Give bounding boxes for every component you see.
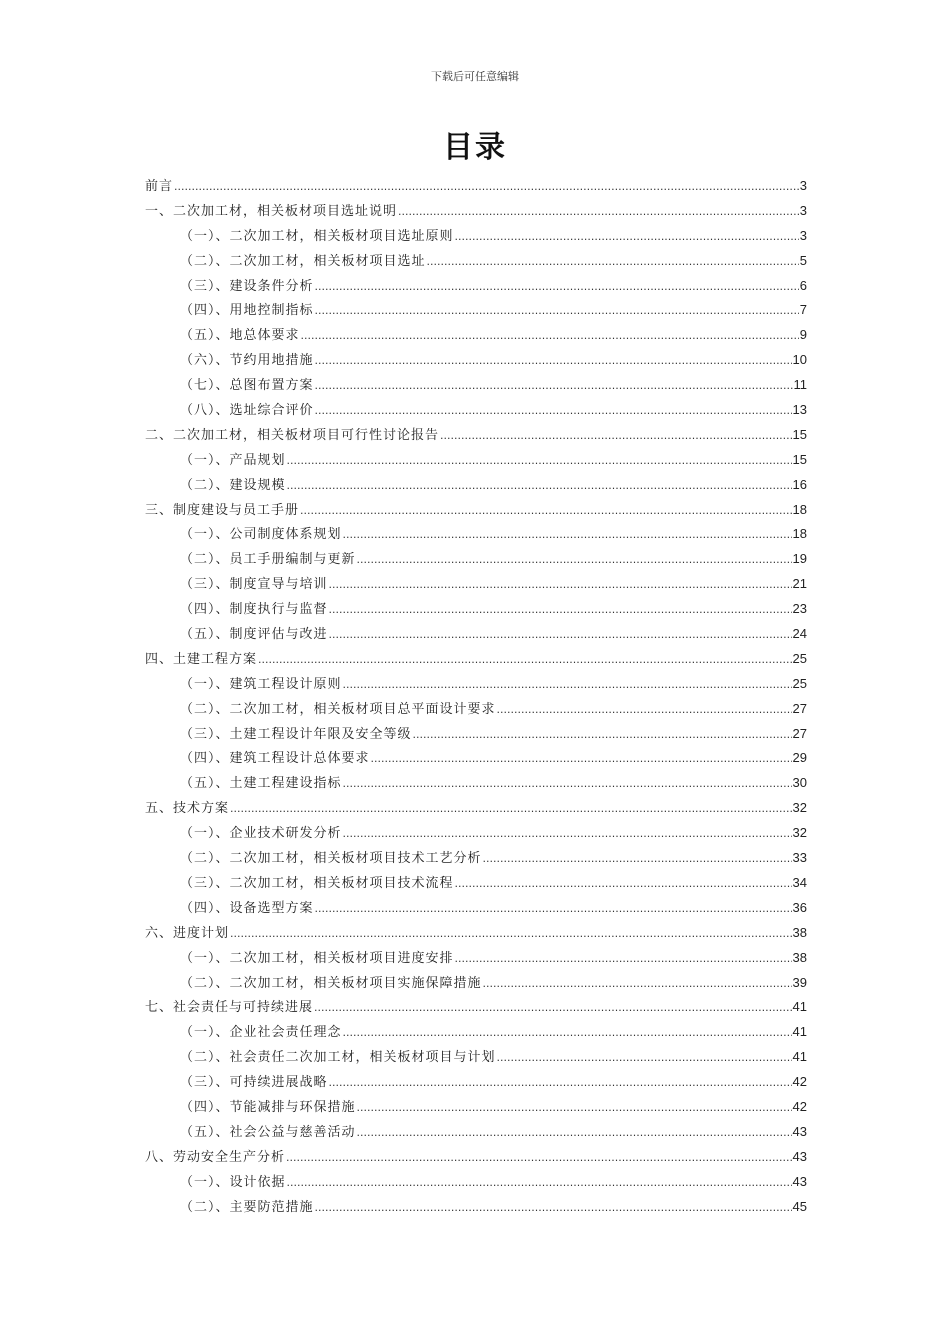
- toc-entry-title: （一）、建筑工程设计原则: [180, 676, 342, 692]
- toc-section-entry[interactable]: [145, 672, 807, 697]
- toc-section-entry[interactable]: [145, 473, 807, 498]
- toc-page-number: 25: [792, 650, 807, 666]
- toc-section-entry[interactable]: [145, 1070, 807, 1095]
- toc-page-number: 6: [799, 277, 807, 293]
- toc-entry-title: （五）、制度评估与改进: [180, 627, 328, 643]
- toc-entry-title: 二、二次加工材，相关板材项目可行性讨论报告: [145, 427, 440, 443]
- toc-page-number: 42: [792, 1074, 807, 1090]
- toc-section-entry[interactable]: [145, 622, 807, 647]
- toc-dot-leader: [329, 1071, 792, 1096]
- toc-chapter-entry[interactable]: [145, 423, 807, 448]
- toc-section-entry[interactable]: [145, 274, 807, 299]
- toc-section-entry[interactable]: [145, 1170, 807, 1195]
- toc-page-number: 3: [799, 227, 807, 243]
- table-of-contents: [145, 174, 807, 1219]
- toc-page-number: 41: [792, 999, 807, 1015]
- toc-dot-leader: [371, 747, 792, 772]
- toc-section-entry[interactable]: [145, 373, 807, 398]
- toc-section-entry[interactable]: [145, 1045, 807, 1070]
- toc-chapter-entry[interactable]: [145, 995, 807, 1020]
- toc-chapter-entry[interactable]: [145, 921, 807, 946]
- toc-page-number: 41: [792, 1049, 807, 1065]
- toc-dot-leader: [315, 897, 792, 922]
- toc-dot-leader: [287, 474, 792, 499]
- toc-section-entry[interactable]: [145, 323, 807, 348]
- toc-page-number: 27: [792, 700, 807, 716]
- toc-page-number: 11: [793, 377, 807, 393]
- toc-dot-leader: [357, 1121, 792, 1146]
- toc-page-number: 15: [792, 426, 807, 442]
- toc-dot-leader: [287, 1171, 792, 1196]
- toc-entry-title: （二）、二次加工材，相关板材项目技术工艺分析: [180, 851, 482, 867]
- toc-page-number: 34: [792, 874, 807, 890]
- toc-dot-leader: [343, 822, 792, 847]
- toc-dot-leader: [287, 449, 792, 474]
- toc-dot-leader: [329, 623, 792, 648]
- toc-chapter-entry[interactable]: [145, 647, 807, 672]
- toc-page-number: 29: [792, 750, 807, 766]
- toc-entry-title: 前言: [145, 179, 174, 194]
- toc-entry-title: （二）、二次加工材，相关板材项目总平面设计要求: [180, 701, 496, 717]
- toc-entry-title: （三）、可持续进展战略: [180, 1075, 328, 1091]
- toc-page-number: 24: [792, 626, 807, 642]
- toc-entry-title: （四）、用地控制指标: [180, 303, 314, 319]
- toc-section-entry[interactable]: [145, 1195, 807, 1220]
- toc-dot-leader: [315, 1196, 792, 1221]
- toc-section-entry[interactable]: [145, 722, 807, 747]
- toc-page-number: 36: [792, 899, 807, 915]
- toc-entry-title: 四、土建工程方案: [145, 651, 258, 667]
- toc-entry-title: （八）、选址综合评价: [180, 403, 314, 419]
- toc-page-number: 16: [792, 476, 807, 492]
- toc-page-number: 18: [792, 501, 807, 517]
- toc-dot-leader: [455, 225, 799, 250]
- toc-entry-title: （二）、员工手册编制与更新: [180, 552, 356, 568]
- toc-dot-leader: [315, 349, 792, 374]
- toc-dot-leader: [398, 200, 799, 225]
- toc-page-number: 21: [792, 576, 807, 592]
- toc-entry-title: （五）、社会公益与慈善活动: [180, 1124, 356, 1140]
- toc-dot-leader: [230, 797, 792, 822]
- toc-dot-leader: [315, 399, 792, 424]
- toc-section-entry[interactable]: [145, 249, 807, 274]
- toc-section-entry[interactable]: [145, 946, 807, 971]
- toc-entry-title: （一）、二次加工材，相关板材项目进度安排: [180, 950, 454, 966]
- toc-section-entry[interactable]: [145, 572, 807, 597]
- toc-section-entry[interactable]: [145, 871, 807, 896]
- toc-section-entry[interactable]: [145, 821, 807, 846]
- toc-section-entry[interactable]: [145, 846, 807, 871]
- toc-chapter-entry[interactable]: [145, 199, 807, 224]
- toc-dot-leader: [258, 648, 792, 673]
- toc-dot-leader: [483, 847, 792, 872]
- toc-section-entry[interactable]: [145, 224, 807, 249]
- toc-page-number: 10: [792, 352, 807, 368]
- toc-section-entry[interactable]: [145, 448, 807, 473]
- toc-entry-title: （一）、设计依据: [180, 1174, 286, 1190]
- toc-entry-title: （四）、制度执行与监督: [180, 602, 328, 618]
- toc-entry-title: （六）、节约用地措施: [180, 353, 314, 369]
- toc-dot-leader: [440, 424, 792, 449]
- toc-entry-title: （二）、主要防范措施: [180, 1199, 314, 1215]
- toc-dot-leader: [483, 972, 792, 997]
- toc-entry-title: 六、进度计划: [145, 925, 230, 941]
- toc-dot-leader: [497, 1046, 792, 1071]
- toc-dot-leader: [357, 1096, 792, 1121]
- toc-dot-leader: [343, 772, 792, 797]
- toc-dot-leader: [329, 598, 792, 623]
- toc-page-number: 7: [799, 302, 807, 318]
- toc-entry-title: 三、制度建设与员工手册: [145, 502, 300, 518]
- toc-dot-leader: [174, 175, 799, 200]
- toc-chapter-entry[interactable]: [145, 1145, 807, 1170]
- toc-section-entry[interactable]: [145, 771, 807, 796]
- toc-section-entry[interactable]: [145, 1020, 807, 1045]
- toc-title: 目录: [443, 130, 507, 165]
- toc-entry-title: 一、二次加工材，相关板材项目选址说明: [145, 203, 398, 219]
- toc-page-number: 43: [792, 1148, 807, 1164]
- toc-dot-leader: [427, 250, 799, 275]
- toc-chapter-entry[interactable]: [145, 498, 807, 523]
- header-note: 下载后可任意编辑: [431, 70, 519, 83]
- toc-entry-title: （四）、节能减排与环保措施: [180, 1099, 356, 1115]
- toc-section-entry[interactable]: [145, 398, 807, 423]
- toc-page-number: 39: [792, 974, 807, 990]
- toc-page-number: 30: [792, 775, 807, 791]
- toc-page-number: 45: [792, 1198, 807, 1214]
- toc-page-number: 13: [792, 402, 807, 418]
- toc-entry-title: （一）、企业技术研发分析: [180, 826, 342, 842]
- toc-entry-title: （三）、制度宣导与培训: [180, 577, 328, 593]
- toc-section-entry[interactable]: [145, 896, 807, 921]
- toc-page-number: 32: [792, 825, 807, 841]
- toc-entry-title: （一）、产品规划: [180, 452, 286, 468]
- toc-chapter-entry[interactable]: [145, 174, 807, 199]
- toc-page-number: 23: [792, 601, 807, 617]
- toc-page-number: 42: [792, 1098, 807, 1114]
- toc-page-number: 15: [792, 451, 807, 467]
- toc-page-number: 25: [792, 675, 807, 691]
- toc-dot-leader: [300, 499, 792, 524]
- toc-dot-leader: [315, 275, 799, 300]
- toc-dot-leader: [455, 872, 792, 897]
- toc-entry-title: 五、技术方案: [145, 801, 230, 817]
- toc-page-number: 41: [792, 1024, 807, 1040]
- toc-page-number: 43: [792, 1123, 807, 1139]
- toc-section-entry[interactable]: [145, 971, 807, 996]
- toc-entry-title: （一）、二次加工材，相关板材项目选址原则: [180, 228, 454, 244]
- toc-section-entry[interactable]: [145, 1120, 807, 1145]
- toc-page-number: 38: [792, 924, 807, 940]
- toc-dot-leader: [497, 698, 792, 723]
- toc-entry-title: （五）、土建工程建设指标: [180, 776, 342, 792]
- toc-page-number: 18: [792, 526, 807, 542]
- toc-page-number: 19: [792, 551, 807, 567]
- toc-section-entry[interactable]: [145, 697, 807, 722]
- toc-entry-title: （二）、建设规模: [180, 477, 286, 493]
- toc-dot-leader: [343, 1021, 792, 1046]
- toc-page-number: 38: [792, 949, 807, 965]
- toc-section-entry[interactable]: [145, 348, 807, 373]
- toc-page-number: 9: [799, 327, 807, 343]
- toc-page-number: 5: [799, 252, 807, 268]
- toc-section-entry[interactable]: [145, 522, 807, 547]
- toc-page-number: 27: [792, 725, 807, 741]
- toc-dot-leader: [315, 374, 793, 399]
- toc-dot-leader: [230, 922, 792, 947]
- toc-entry-title: （二）、二次加工材，相关板材项目实施保障措施: [180, 975, 482, 991]
- toc-chapter-entry[interactable]: [145, 796, 807, 821]
- toc-section-entry[interactable]: [145, 746, 807, 771]
- toc-entry-title: （四）、建筑工程设计总体要求: [180, 751, 370, 767]
- toc-entry-title: 七、社会责任与可持续进展: [145, 1000, 314, 1016]
- toc-entry-title: （三）、土建工程设计年限及安全等级: [180, 726, 412, 742]
- toc-entry-title: （三）、二次加工材，相关板材项目技术流程: [180, 875, 454, 891]
- toc-entry-title: （二）、社会责任二次加工材，相关板材项目与计划: [180, 1050, 496, 1066]
- toc-dot-leader: [455, 947, 792, 972]
- toc-dot-leader: [343, 523, 792, 548]
- toc-section-entry[interactable]: [145, 597, 807, 622]
- toc-dot-leader: [286, 1146, 792, 1171]
- toc-entry-title: （四）、设备选型方案: [180, 900, 314, 916]
- toc-entry-title: （五）、地总体要求: [180, 328, 300, 344]
- toc-entry-title: （一）、公司制度体系规划: [180, 527, 342, 543]
- toc-page-number: 3: [799, 202, 807, 218]
- toc-section-entry[interactable]: [145, 547, 807, 572]
- toc-dot-leader: [413, 723, 792, 748]
- toc-section-entry[interactable]: [145, 298, 807, 323]
- toc-entry-title: 八、劳动安全生产分析: [145, 1149, 286, 1165]
- toc-dot-leader: [314, 996, 792, 1021]
- toc-dot-leader: [343, 673, 792, 698]
- toc-section-entry[interactable]: [145, 1095, 807, 1120]
- toc-entry-title: （三）、建设条件分析: [180, 278, 314, 294]
- toc-entry-title: （二）、二次加工材，相关板材项目选址: [180, 253, 426, 269]
- toc-page-number: 33: [792, 850, 807, 866]
- toc-dot-leader: [315, 299, 799, 324]
- toc-dot-leader: [301, 324, 799, 349]
- toc-page-number: 43: [792, 1173, 807, 1189]
- toc-dot-leader: [329, 573, 792, 598]
- toc-entry-title: （七）、总图布置方案: [180, 378, 314, 394]
- toc-entry-title: （一）、企业社会责任理念: [180, 1025, 342, 1041]
- toc-page-number: 3: [799, 178, 807, 193]
- toc-dot-leader: [357, 548, 792, 573]
- toc-page-number: 32: [792, 800, 807, 816]
